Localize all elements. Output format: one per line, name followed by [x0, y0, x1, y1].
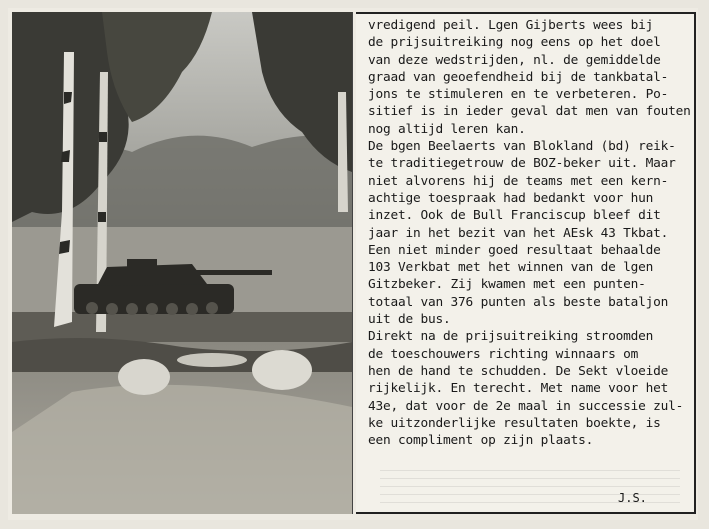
- tank-in-forest-photo: [12, 12, 352, 514]
- article-line: niet alvorens hij de teams met een kern-: [368, 173, 669, 189]
- article-line: de toeschouwers richting winnaars om: [368, 346, 639, 362]
- article-line: vredigend peil. Lgen Gijberts wees bij: [368, 18, 654, 33]
- article-line: de prijsuitreiking nog eens op het doel: [368, 35, 661, 51]
- article-line: totaal van 376 punten als beste bataljon: [368, 294, 669, 310]
- article-line: 43e, dat voor de 2e maal in successie zul-: [368, 398, 684, 414]
- article-text: [368, 17, 690, 449]
- article-line: nog altijd leren kan.: [368, 121, 526, 137]
- article-line: sitief is in ieder geval dat men van fouten: [368, 104, 691, 120]
- article-line: jons te stimuleren en te verbeteren. Po-: [368, 87, 669, 103]
- article-line: achtige toespraak had bedankt voor hun: [368, 190, 654, 206]
- author-signature: J.S.: [618, 491, 647, 505]
- article-line: te traditiegetrouw de BOZ-beker uit. Maar: [368, 156, 676, 172]
- article-line: uit de bus.: [368, 312, 451, 328]
- article-line: 103 Verkbat met het winnen van de lgen: [368, 260, 654, 276]
- article-line: inzet. Ook de Bull Franciscup bleef dit: [368, 208, 661, 224]
- article-line: rijkelijk. En terecht. Met name voor het: [368, 381, 669, 397]
- article-line: Gitzbeker. Zij kwamen met een punten-: [368, 277, 646, 293]
- article-line: Een niet minder goed resultaat behaalde: [368, 242, 661, 258]
- article-line: hen de hand te schudden. De Sekt vloeide: [368, 363, 669, 379]
- article-line: een compliment op zijn plaats.: [368, 433, 594, 449]
- article-line: De bgen Beelaerts van Blokland (bd) reik-: [368, 139, 676, 155]
- article-line: Direkt na de prijsuitreiking stroomden: [368, 329, 654, 345]
- article-line: jaar in het bezit van het AEsk 43 Tkbat.: [368, 225, 669, 241]
- article-line: ke uitzonderlijke resultaten boekte, is: [368, 415, 661, 431]
- article-line: graad van geoefendheid bij de tankbatal-: [368, 69, 669, 85]
- article-line: van deze wedstrijden, nl. de gemiddelde: [368, 52, 661, 68]
- tank-photo: [12, 12, 353, 514]
